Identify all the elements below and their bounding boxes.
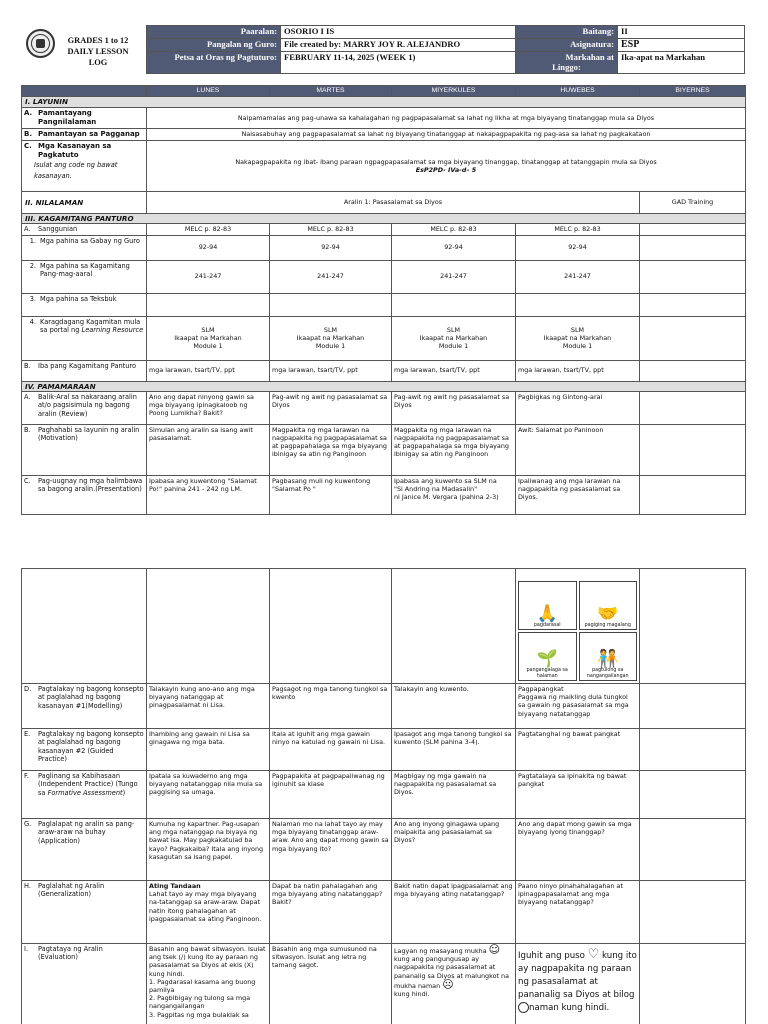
iba-huwebes: mga larawan, tsart/TV, ppt (516, 360, 640, 381)
application-huwebes: Ano ang dapat mong gawin sa mga biyayang iyong tinanggap? (516, 819, 640, 881)
gabay-martes: 92-94 (270, 235, 392, 260)
generalization-biyernes (640, 881, 746, 944)
label-iba-pang-kagamitan: B. Iba pang Kagamitang Panturo (22, 360, 147, 381)
application-martes: Nalaman mo na lahat tayo ay may mga biyayang tinatanggap araw-araw. Ano ang dapat mong gawin sa mga biyayang ito? (270, 819, 392, 881)
label-kasanayan: C. Mga Kasanayan sa Pagkatuto Isulat ang code ng bawat kasanayan. (22, 140, 147, 191)
header-table (146, 25, 745, 74)
picture-pagdarasal: 🙏 pagdarasal (518, 581, 577, 630)
generalization-huwebes: Paano ninyo pinahahalagahan at ipinagpapasalamat ang mga biyayang natatanggap? (516, 881, 640, 944)
review-miyerkules: Pag-awit ng awit ng pasasalamat sa Diyos (392, 391, 516, 424)
modelling-lunes: Talakayin kung ano-ano ang mga biyayang natanggap at pinagpasalamat ni Lisa. (147, 684, 270, 729)
slm-lunes: SLM Ikaapat na Markahan Module 1 (147, 316, 270, 360)
iba-martes: mga larawan, tsart/TV, ppt (270, 360, 392, 381)
section-pamamaraan: IV. PAMAMARAAN (22, 381, 746, 391)
evaluation-miyerkules: Lagyan ng masayang mukha ☺ kung ang pangungusap ay nagpapakita ng pasasalamat at pananalig sa Diyos at malungkot na mukha naman ☹ kung hindi. (392, 944, 516, 1024)
evaluation-biyernes (640, 944, 746, 1024)
label-evaluation: I. Pagtataya ng Aralin (Evaluation) (22, 944, 147, 1024)
competency-code: EsP2PD- IVa-d– 5 (415, 165, 477, 174)
review-lunes: Ano ang dapat ninyong gawin sa mga biyayang ipinagkaloob ng Poong Lumikha? Bakit? (147, 391, 270, 424)
section-nilalaman: II. NILALAMAN (22, 191, 147, 213)
plant-icon: 🌱 (536, 649, 558, 670)
day-lunes: LUNES (147, 86, 270, 97)
sad-face-icon: ☹ (442, 977, 454, 991)
review-huwebes: Pagbigkas ng Gintong-aral (516, 391, 640, 424)
generalization-miyerkules: Bakit natin dapat ipagpasalamat ang mga biyayang ating natatanggap? (392, 881, 516, 944)
label-modelling: D. Pagtalakay ng bagong konsepto at paglalahad ng bagong kasanayan #1(Modelling) (22, 684, 147, 729)
deped-seal-logo (26, 29, 55, 58)
gabay-lunes: 92-94 (147, 235, 270, 260)
markahan-value: Ika-apat na Markahan (618, 52, 745, 74)
markahan-label: Markahan at Linggo: (516, 52, 618, 74)
kasanayan-text: Nakapagpapakita ng ibat- ibang paraan ngpagpapasalamat sa mga biyayang tinanggap, tinatanggap at tatanggapin mula sa Diyos EsP2PD- IVa-d– 5 (147, 140, 746, 191)
iba-miyerkules: mga larawan, tsart/TV, ppt (392, 360, 516, 381)
independent-huwebes: Pagtatalaya sa ipinakita ng bawat pangkat (516, 771, 640, 819)
modelling-miyerkules: Talakayin ang kuwento. (392, 684, 516, 729)
helping-icon: 🧑‍🤝‍🧑 (597, 649, 619, 670)
motivation-martes: Magpakita ng mga larawan na nagpapakita ng pagpapasalamat sa at pagpapahalaga sa mga biyayang ibinigay sa atin ng Panginoon (270, 424, 392, 475)
iba-lunes: mga larawan, tsart/TV, ppt (147, 360, 270, 381)
evaluation-martes: Basahin ang mga sumusunod na sitwasyon. Isulat ang letra ng tamang sagot. (270, 944, 392, 1024)
day-miyerkules: MIYERKULES (392, 86, 516, 97)
independent-martes: Pagpapakita at pagpapaliwanag ng iginuhit sa klase (270, 771, 392, 819)
modelling-biyernes (640, 684, 746, 729)
teksbuk-biyernes (640, 293, 746, 316)
pamantayan-pagganap-text: Naisasabuhay ang pagpapasalamat sa lahat ng biyayang tinatanggap at nakapagpapakita ng pag-asa sa lahat ng pagkakataon (147, 128, 746, 140)
teksbuk-huwebes (516, 293, 640, 316)
label-application: G. Paglalapat ng aralin sa pang-araw-araw na buhay (Application) (22, 819, 147, 881)
teksbuk-lunes (147, 293, 270, 316)
application-lunes: Kumuha ng kapartner. Pag-usapan ang mga natanggap na biyaya ng bawat isa. May pagkakatulad ba kayo? Pagkakaiba? Itala ang inyong kasagutan sa isang papel. (147, 819, 270, 881)
picture-magalang: 🤝 pagiging magalang (579, 581, 638, 630)
guro-label: Pangalan ng Guro: (147, 39, 281, 52)
picture-halaman: 🌱 pangangalaga sa halaman (518, 632, 577, 681)
label-learning-resource: 4. Karagdagang Kagamitan mula sa portal ng Learning Resource (22, 316, 147, 360)
corner-cell (22, 86, 147, 97)
label-independent-practice: F. Paglinang sa Kabihasaan (Independent Practice) (Tungo sa Formative Assessment) (22, 771, 147, 819)
review-martes: Pag-awit ng awit ng pasasalamat sa Diyos (270, 391, 392, 424)
modelling-martes: Pagsagot ng mga tanong tungkol sa kwento (270, 684, 392, 729)
teksbuk-martes (270, 293, 392, 316)
greeting-icon: 🤝 (597, 603, 619, 624)
label-generalization: H. Paglalahat ng Aralin (Generalization) (22, 881, 147, 944)
continued-biyernes (640, 569, 746, 684)
slm-huwebes: SLM Ikaapat na Markahan Module 1 (516, 316, 640, 360)
guro-value: File created by: MARRY JOY R. ALEJANDRO (281, 39, 516, 52)
melc-miyerkules: MELC p. 82-83 (392, 224, 516, 235)
day-martes: MARTES (270, 86, 392, 97)
generalization-martes: Dapat ba natin pahalagahan ang mga biyayang ating natatanggap? Bakit? (270, 881, 392, 944)
guided-miyerkules: Ipasagot ang mga tanong tungkol sa kuwento (SLM pahina 3-4). (392, 729, 516, 771)
pang-lunes: 241-247 (147, 260, 270, 293)
baitang-value: II (618, 26, 745, 39)
motivation-huwebes: Awit: Salamat po Paninoon (516, 424, 640, 475)
independent-lunes: Ipatala sa kuwaderno ang mga biyayang natatanggap nila mula sa paggising sa umaga. (147, 771, 270, 819)
continued-miyerkules (392, 569, 516, 684)
petsa-value: FEBRUARY 11-14, 2025 (WEEK 1) (281, 52, 516, 74)
application-miyerkules: Ano ang inyong ginagawa upang maipakita ang pasasalamat sa Diyos? (392, 819, 516, 881)
presentation-miyerkules: Ipabasa ang kuwento sa SLM na "Si Andring na Madasalin" ni Janice M. Vergara (pahina 2-3) (392, 475, 516, 514)
presentation-lunes: Ipabasa ang kuwentong "Salamat Po!" pahina 241 - 242 ng LM. (147, 475, 270, 514)
melc-huwebes: MELC p. 82-83 (516, 224, 640, 235)
lesson-table-bottom (21, 568, 746, 1024)
label-teksbuk: 3. Mga pahina sa Teksbuk (22, 293, 147, 316)
motivation-biyernes (640, 424, 746, 475)
slm-martes: SLM Ikaapat na Markahan Module 1 (270, 316, 392, 360)
guided-lunes: Ihambing ang gawain ni Lisa sa ginagawa ng mga bata. (147, 729, 270, 771)
label-kagamitang-mag-aaral: 2. Mga pahina sa Kagamitang Pang-mag-aaral (22, 260, 147, 293)
section-kagamitan: III. KAGAMITANG PANTURO (22, 213, 746, 223)
gabay-miyerkules: 92-94 (392, 235, 516, 260)
generalization-lunes: Ating Tandaan Lahat tayo ay may mga biyayang na-tatanggap sa araw-araw. Dapat natin itong pahalagahan at ipagpasalamat sa ating Panginoon. (147, 881, 270, 944)
label-pamantayan-pagganap: B. Pamantayan sa Pagganap (22, 128, 147, 140)
melc-biyernes (640, 224, 746, 235)
teksbuk-miyerkules (392, 293, 516, 316)
motivation-lunes: Simulan ang aralin sa isang awit pasasalamat. (147, 424, 270, 475)
nilalaman-friday: GAD Training (640, 191, 746, 213)
guided-huwebes: Pagtatanghal ng bawat pangkat (516, 729, 640, 771)
label-motivation: B. Paghahabi sa layunin ng aralin (Motivation) (22, 424, 147, 475)
continued-martes (270, 569, 392, 684)
pamantayang-pangnilalaman-text: Naipamamalas ang pag-unawa sa kahalagahan ng pagpapasalamat sa lahat ng likha at mga biyayang tinatanggap mula sa Diyos (147, 108, 746, 129)
day-huwebes: HUWEBES (516, 86, 640, 97)
section-layunin: I. LAYUNIN (22, 97, 746, 108)
pang-martes: 241-247 (270, 260, 392, 293)
modelling-huwebes: Pagpapangkat Paggawa ng maikling dula tungkol sa gawain ng pasasalamat sa mga biyayang natatanggap (516, 684, 640, 729)
iba-biyernes (640, 360, 746, 381)
pang-miyerkules: 241-247 (392, 260, 516, 293)
circle-icon (518, 1002, 529, 1013)
heart-icon: ♡ (587, 947, 600, 962)
label-gabay-guro: 1. Mga pahina sa Gabay ng Guro (22, 235, 147, 260)
paaralan-label: Paaralan: (147, 26, 281, 39)
gabay-huwebes: 92-94 (516, 235, 640, 260)
gabay-biyernes (640, 235, 746, 260)
baitang-label: Baitang: (516, 26, 618, 39)
guided-martes: Itala at iguhit ang mga gawain ninyo na katulad ng gawain ni Lisa. (270, 729, 392, 771)
guided-biyernes (640, 729, 746, 771)
label-sanggunian: A. Sanggunian (22, 224, 147, 235)
asignatura-label: Asignatura: (516, 39, 618, 52)
happy-face-icon: ☺ (488, 943, 501, 956)
asignatura-value: ESP (618, 39, 745, 52)
application-biyernes (640, 819, 746, 881)
lesson-table-top (21, 85, 746, 515)
slm-miyerkules: SLM Ikaapat na Markahan Module 1 (392, 316, 516, 360)
presentation-biyernes (640, 475, 746, 514)
pang-biyernes (640, 260, 746, 293)
log-title: GRADES 1 to 12 DAILY LESSON LOG (67, 36, 129, 67)
melc-lunes: MELC p. 82-83 (147, 224, 270, 235)
evaluation-lunes: Basahin ang bawat sitwasyon. Isulat ang tsek (/) kung ito ay paraan ng pasasalamat sa Diyos at ekis (X) kung hindi. 1. Pagdarasal kasama ang buong pamilya 2. Pagbibigay ng tulong sa mga nangangailangan 3. Pagpitas ng mga bulaklak sa (147, 944, 270, 1024)
picture-cell (516, 569, 640, 684)
label-presentation: C. Pag-uugnay ng mga halimbawa sa bagong aralin.(Presentation) (22, 475, 147, 514)
melc-martes: MELC p. 82-83 (270, 224, 392, 235)
petsa-label: Petsa at Oras ng Pagtuturo: (147, 52, 281, 74)
label-pamantayang-pangnilalaman: A. Pamantayang Pangnilalaman (22, 108, 147, 129)
evaluation-huwebes: Iguhit ang puso ♡ kung ito ay nagpapakita ng paraan ng pasasalamat at pananalig sa Diyos at bilog naman kung hindi. (516, 944, 640, 1024)
presentation-martes: Pagbasang muli ng kuwentong "Salamat Po " (270, 475, 392, 514)
picture-pagtulong: 🧑‍🤝‍🧑 pagtulong sa nangangailangan (579, 632, 638, 681)
continued-lunes (147, 569, 270, 684)
paaralan-value: OSORIO I IS (281, 26, 516, 39)
praying-icon: 🙏 (536, 603, 558, 624)
motivation-miyerkules: Magpakita ng mga larawan na nagpapakita ng pagpapasalamat sa at pagpapahalaga sa mga biyayang ibinigay sa atin ng Panginoon (392, 424, 516, 475)
activity-pictures (518, 581, 637, 681)
day-biyernes: BIYERNES (640, 86, 746, 97)
label-review: A. Balik-Aral sa nakaraang aralin at/o pagsisimula ng bagong aralin (Review) (22, 391, 147, 424)
nilalaman-text: Aralin 1: Pasasalamat sa Diyos (147, 191, 640, 213)
continued-label (22, 569, 147, 684)
independent-miyerkules: Magbigay ng mga gawain na nagpapakita ng pasasalamat sa Diyos. (392, 771, 516, 819)
label-guided-practice: E. Pagtalakay ng bagong konsepto at paglalahad ng bagong kasanayan #2 (Guided Practice) (22, 729, 147, 771)
independent-biyernes (640, 771, 746, 819)
presentation-huwebes: Ipaliwanag ang mga larawan na nagpapakita ng pasasalamat sa Diyos. (516, 475, 640, 514)
pang-huwebes: 241-247 (516, 260, 640, 293)
slm-biyernes (640, 316, 746, 360)
review-biyernes (640, 391, 746, 424)
